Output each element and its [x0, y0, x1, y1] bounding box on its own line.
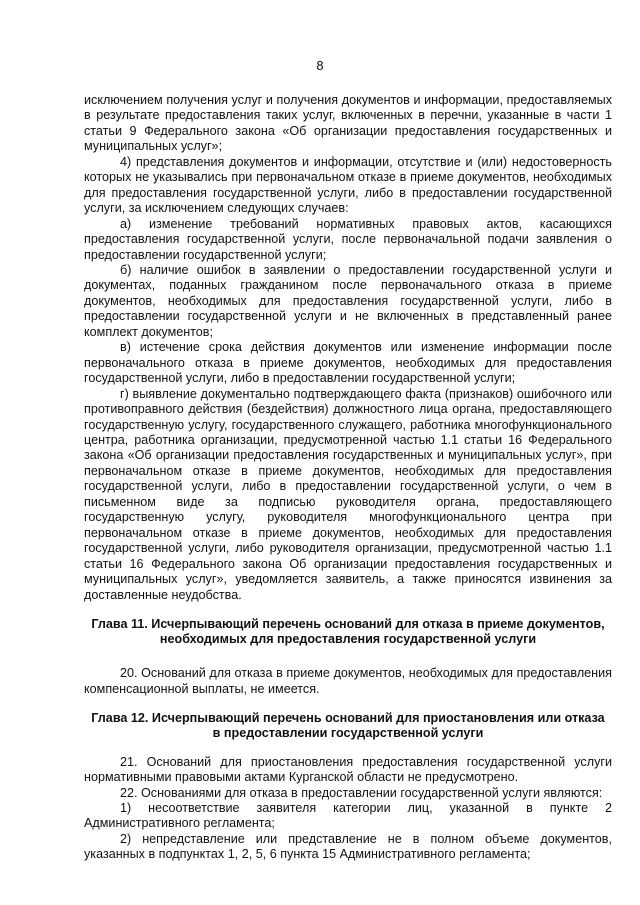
chapter-12-heading-line-1: Глава 12. Исчерпывающий перечень оснований для приостановления или отказа: [91, 711, 605, 726]
chapter-11-heading-line-2: необходимых для предоставления государственной услуги: [159, 632, 537, 647]
chapter-11-heading-line-1: Глава 11. Исчерпывающий перечень оснований для отказа в приеме документов,: [91, 616, 605, 631]
paragraph-item-b: б) наличие ошибок в заявлении о предоставлении государственной услуги и документах, поданных гражданином после первоначального отказа в приеме документов, необходимых для предоставления государственной услуги, либо в предоставлении государственной услуги и не включенных в представленный ранее комплект документов;: [84, 262, 612, 339]
page-number: 8: [316, 58, 324, 73]
paragraph-21: 21. Оснований для приостановления предоставления государственной услуги нормативными правовыми актами Курганской области не предусмотрено.: [84, 754, 612, 785]
paragraph-22-item-2: 2) непредставление или представление не в полном объеме документов, указанных в подпунктах 1, 2, 5, 6 пункта 15 Административного регламента;: [84, 831, 612, 862]
paragraph-item-v: в) истечение срока действия документов или изменение информации после первоначального отказа в приеме документов, необходимых для предоставления государственной услуги, либо в предоставлении государственной услуги;: [84, 340, 612, 386]
paragraph-continuation: исключением получения услуг и получения документов и информации, предоставляемых в результате предоставления таких услуг, включенных в перечни, указанные в части 1 статьи 9 Федерального закона «Об организации предоставления государственных и муниципальных услуг»;: [84, 93, 612, 154]
chapter-12-heading-line-2: в предоставлении государственной услуги: [212, 726, 484, 741]
chapter-12-heading: [84, 711, 612, 741]
paragraph-22-item-1: 1) несоответствие заявителя категории лиц, указанной в пункте 2 Административного регламента;: [84, 801, 612, 831]
paragraph-item-a: а) изменение требований нормативных правовых актов, касающихся предоставления государственной услуги, после первоначальной подачи заявления о предоставлении государственной услуги;: [84, 216, 612, 262]
paragraph-20: 20. Оснований для отказа в приеме документов, необходимых для предоставления компенсационной выплаты, не имеется.: [84, 666, 612, 696]
paragraph-22: 22. Основаниями для отказа в предоставлении государственной услуги являются:: [120, 785, 603, 800]
chapter-11-heading: [84, 617, 612, 647]
document-body: [84, 93, 612, 863]
paragraph-item-4: 4) представления документов и информации, отсутствие и (или) недостоверность которых не указывались при первоначальном отказе в приеме документов, необходимых для предоставления государственной услуги, либо в предоставлении государственной услуги, за исключением следующих случаев:: [84, 154, 612, 216]
paragraph-item-g: г) выявление документально подтверждающего факта (признаков) ошибочного или противоправного действия (бездействия) должностного лица органа, предоставляющего государственную услугу, государственного служащего, работника многофункционального центра, работника организации, предусмотренной частью 1.1 статьи 16 Федерального закона «Об организации предоставления государственных и муниципальных услуг», при первоначальном отказе в приеме документов, необходимых для предоставления государственной услуги, либо в предоставлении государственной услуги, о чем в письменном виде за подписью руководителя органа, предоставляющего государственную услугу, руководителя многофункционального центра при первоначальном отказе в приеме документов, необходимых для предоставления государственной услуги, либо руководителя организации, предусмотренной частью 1.1 статьи 16 Федерального закона Об организации предоставления государственных и муниципальных услуг», уведомляется заявитель, а также приносятся извинения за доставленные неудобства.: [84, 386, 612, 602]
